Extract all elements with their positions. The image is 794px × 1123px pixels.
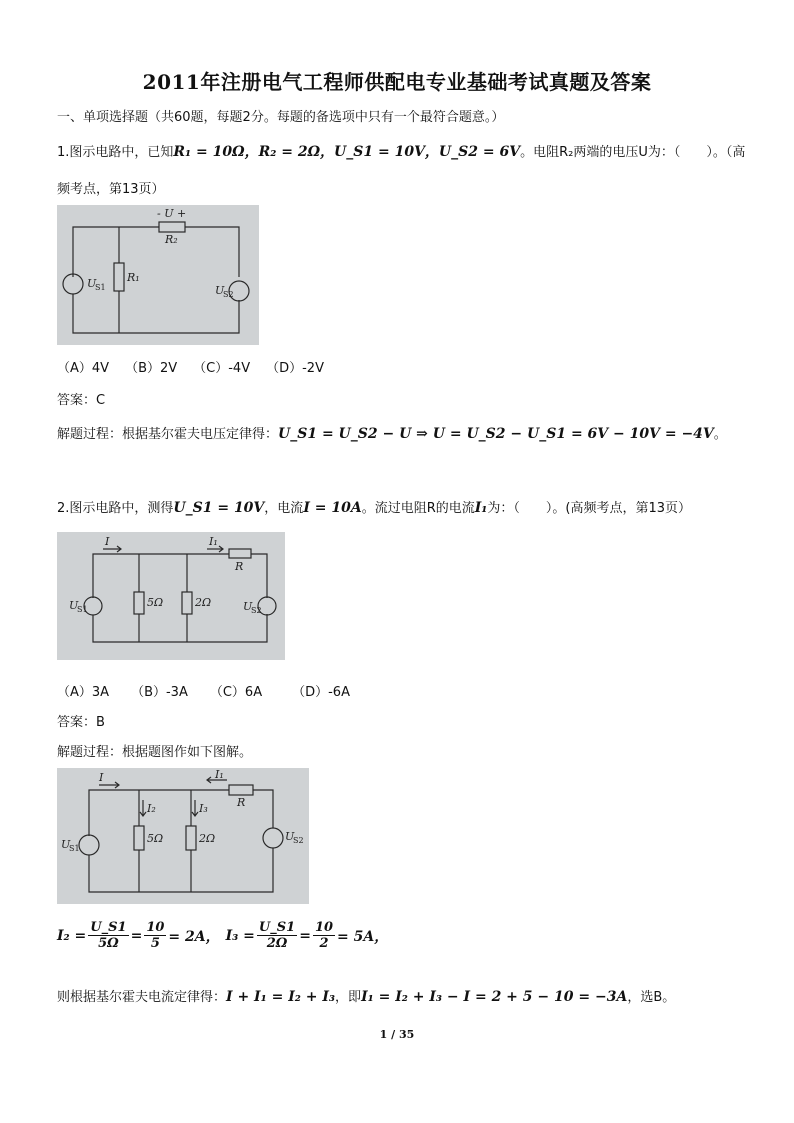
- q1-option-c: （C）-4V: [193, 361, 251, 376]
- q1-option-a: （A）4V: [57, 361, 110, 376]
- q2s-label-r: R: [237, 796, 246, 809]
- section-heading: 一、单项选择题（共60题，每题2分。每题的备选项中只有一个最符合题意。）: [57, 110, 505, 125]
- q2s-label-i: I: [99, 771, 104, 784]
- q2-label-r: R: [235, 560, 244, 573]
- q2-eq-i2-num2: 10: [146, 920, 165, 935]
- q2-solution-figure: [57, 768, 309, 904]
- q2-eq-i3-frac2: [313, 920, 335, 951]
- q2-stem-mid2: 。流过电阻R的电流: [361, 501, 475, 516]
- q2s-label-i2: I₂: [147, 802, 156, 815]
- q2-label-5ohm: 5Ω: [147, 596, 164, 609]
- q1-label-us2: U: [215, 284, 225, 297]
- q2-label-i1: I₁: [209, 535, 218, 548]
- page-title: 2011年注册电气工程师供配电专业基础考试真题及答案: [142, 70, 652, 94]
- q2-eq-i2-result: = 2A，: [168, 928, 220, 945]
- q1-label-us1-sub: S1: [95, 283, 106, 292]
- q1-answer: 答案：C: [57, 393, 106, 408]
- q1-option-d: （D）-2V: [266, 361, 324, 376]
- q2-solution-line: 解题过程：根据题图作如下图解。: [57, 745, 253, 760]
- q2-option-a: （A）3A: [57, 685, 110, 700]
- q2-eq-i2-den: 5Ω: [98, 936, 119, 951]
- q1-stem-suffix: 。电阻R₂两端的电压U为：（ ）。（高: [520, 145, 746, 160]
- q2-eq-i3-num2: 10: [314, 920, 334, 935]
- q2-eq-i2-frac2: [144, 920, 166, 951]
- q2s-label-us2: U: [285, 830, 295, 843]
- q1-stem-math: R₁ = 10Ω，R₂ = 2Ω，U_S1 = 10V，U_S2 = 6V: [173, 144, 521, 160]
- q1-label-u: - U +: [157, 207, 187, 220]
- q2s-label-5ohm: 5Ω: [147, 832, 164, 845]
- q2-stem-math: U_S1 = 10V: [173, 500, 265, 516]
- q2-eq-i3-result: = 5A，: [337, 928, 389, 945]
- q2-final-suffix: ，选B。: [627, 990, 676, 1005]
- q1-label-r1: R₁: [127, 271, 140, 284]
- q2-stem-prefix: 2.图示电路中，测得: [57, 501, 174, 516]
- q1-circuit-figure: [57, 205, 259, 345]
- q2-eq-i2-den2: 5: [150, 936, 160, 951]
- q2-label-i: I: [105, 535, 110, 548]
- q2-eq-i3-lhs: I₃ =: [225, 927, 255, 944]
- q1-solution: [57, 423, 727, 442]
- q2-label-us1: U: [69, 599, 79, 612]
- q2-option-c: （C）6A: [209, 685, 263, 700]
- q2-label-us2-sub: S2: [251, 606, 262, 615]
- q2-circuit-svg: [57, 532, 285, 660]
- q1-solution-suffix: 。: [713, 427, 727, 442]
- q2-circuit-figure: [57, 532, 285, 660]
- q2s-label-i3: I₃: [199, 802, 208, 815]
- page-number: 1 / 35: [379, 1028, 415, 1041]
- q1-label-us2-sub: S2: [223, 290, 234, 299]
- q2s-label-us1: U: [61, 838, 71, 851]
- q2-final-math2: I₁ = I₂ + I₃ − I = 2 + 5 − 10 = −3A: [361, 989, 628, 1005]
- q2-eq-i2-num: U_S1: [90, 920, 127, 935]
- q2-option-b: （B）-3A: [131, 685, 188, 700]
- q2-options: [57, 681, 350, 700]
- q1-stem: [57, 141, 745, 161]
- q2-label-us2: U: [243, 600, 253, 613]
- q1-label-r2: R₂: [165, 233, 178, 246]
- q2-equation-line: [57, 920, 388, 951]
- q2-label-us1-sub: S1: [77, 605, 88, 614]
- q2-stem-math2: I = 10A: [303, 500, 362, 516]
- q2-eq-i2-lhs: I₂ =: [57, 927, 87, 944]
- q2s-label-2ohm: 2Ω: [199, 832, 216, 845]
- q2-final-prefix: 则根据基尔霍夫电流定律得：: [57, 990, 227, 1005]
- q2-eq-eq1: =: [130, 927, 143, 944]
- q2s-label-i1: I₁: [215, 768, 224, 781]
- q1-stem-prefix: 1.图示电路中，已知: [57, 145, 174, 160]
- q1-solution-math: U_S1 = U_S2 − U ⇒ U = U_S2 − U_S1 = 6V − 10V = −4V: [278, 426, 714, 442]
- q2-stem-suffix: 为：（ ）。(高频考点，第13页）: [487, 501, 692, 516]
- q2-stem-math3: I₁: [474, 500, 488, 516]
- q2-final-math: I + I₁ = I₂ + I₃: [226, 989, 336, 1005]
- q2-stem-mid: ，电流: [264, 501, 304, 516]
- q1-circuit-svg: [57, 205, 259, 345]
- q1-options: [57, 357, 324, 376]
- q2-eq-i3-frac1: [257, 920, 297, 951]
- q2-stem: [57, 497, 691, 516]
- q2-eq-i3-den2: 2: [319, 936, 329, 951]
- q1-solution-prefix: 解题过程：根据基尔霍夫电压定律得：: [57, 427, 279, 442]
- q2-answer: 答案：B: [57, 715, 105, 730]
- q2-eq-i2-frac1: [88, 920, 128, 951]
- q2-final-mid: ，即: [335, 990, 362, 1005]
- q1-label-us1: U: [87, 277, 97, 290]
- q2s-label-us2-sub: S2: [293, 836, 304, 845]
- q2-eq-i3-num: U_S1: [258, 920, 296, 935]
- q1-option-b: （B）2V: [125, 361, 178, 376]
- q2-solution-svg: [57, 768, 309, 904]
- q2-option-d: （D）-6A: [292, 685, 350, 700]
- q2-eq-i3-den: 2Ω: [266, 936, 288, 951]
- q2s-label-us1-sub: S1: [69, 844, 80, 853]
- q2-label-2ohm: 2Ω: [195, 596, 212, 609]
- q1-stem-line2: 频考点，第13页）: [57, 182, 165, 197]
- q2-eq-eq2: =: [299, 927, 311, 944]
- q2-final: [57, 986, 675, 1005]
